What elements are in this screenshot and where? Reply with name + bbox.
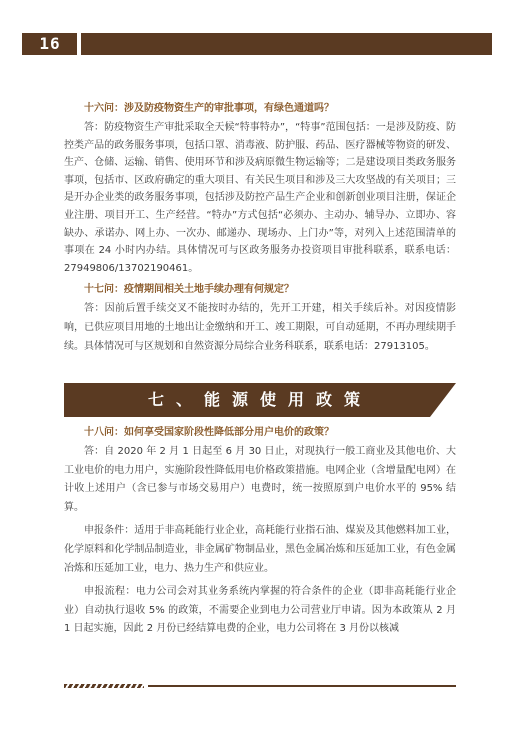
footer-line bbox=[148, 685, 456, 687]
page-header bbox=[0, 33, 520, 55]
footer-decoration bbox=[64, 684, 456, 688]
page-number: 16 bbox=[39, 34, 61, 53]
qa-block-upper bbox=[64, 100, 456, 361]
answer-18: 答：自 2020 年 2 月 1 日起至 6 月 30 日止，对现执行一般工商业及其他电价、大工业电价的电力用户，实施阶段性降低用电价格政策措施。电网企业（含增量配电网）在计收上述用户（含已参与市场交易用户）电费时，统一按照原到户电价水平的 95% 结算。 bbox=[64, 446, 456, 513]
application-conditions: 申报条件：适用于非高耗能行业企业，高耗能行业指石油、煤炭及其他燃料加工业，化学原料和化学制品制造业，非金属矿物制品业，黑色金属冶炼和压延加工业，有色金属冶炼和压延加工业，电力、热力生产和供应业。 bbox=[64, 525, 456, 574]
question-18: 十八问：如何享受国家阶段性降低部分用户电价的政策？ bbox=[84, 427, 334, 438]
header-bar-divider bbox=[77, 33, 81, 55]
section-banner bbox=[64, 383, 456, 417]
question-16: 十六问：涉及防疫物资生产的审批事项，有绿色通道吗？ bbox=[84, 103, 334, 114]
qa-block-lower bbox=[64, 424, 456, 644]
header-bar bbox=[22, 33, 492, 55]
answer-17: 答：因前后置手续交叉不能按时办结的，先开工开建，相关手续后补。对因疫情影响，已供应项目用地的土地出让金缴纳和开工、竣工期限，可自动延期，不再办理续期手续。具体情况可与区规划和自然资源分局综合业务科联系，联系电话：27913105。 bbox=[64, 303, 456, 352]
application-process: 申报流程：电力公司会对其业务系统内掌握的符合条件的企业（即非高耗能行业企业）自动执行退收 5% 的政策，不需要企业到电力公司营业厅申请。因为本政策从 2 月 1 日起实施，因此 2 月份已经结算电费的企业，电力公司将在 3 月份以核减 bbox=[64, 586, 456, 635]
footer-stripes bbox=[64, 684, 144, 688]
answer-16: 答：防疫物资生产审批采取全天候“特事特办”，“特事”范围包括：一是涉及防疫、防控类产品的政务服务事项，包括口罩、消毒液、防护服、药品、医疗器械等物资的研发、生产、仓储、运输、销售、使用环节和涉及病原微生物运输等；二是建设项目类政务服务事项，包括市、区政府确定的重大项目、有关民生项目和涉及三大攻坚战的有关项目；三是开办企业类的政务服务事项，包括涉及防控产品生产企业和创新创业项目注册，保证企业注册、项目开工、生产经营。“特办”方式包括“必须办、主动办、辅导办、立即办、容缺办、承诺办、网上办、一次办、邮递办、现场办、上门办”等，对列入上述范围清单的事项在 24 小时内办结。具体情况可与区政务服务办投资项目审批科联系，联系电话：27949806/13702190461。 bbox=[64, 122, 456, 274]
section-title: 七、能源使用政策 bbox=[147, 390, 372, 409]
question-17: 十七问：疫情期间相关土地手续办理有何规定？ bbox=[84, 284, 294, 296]
